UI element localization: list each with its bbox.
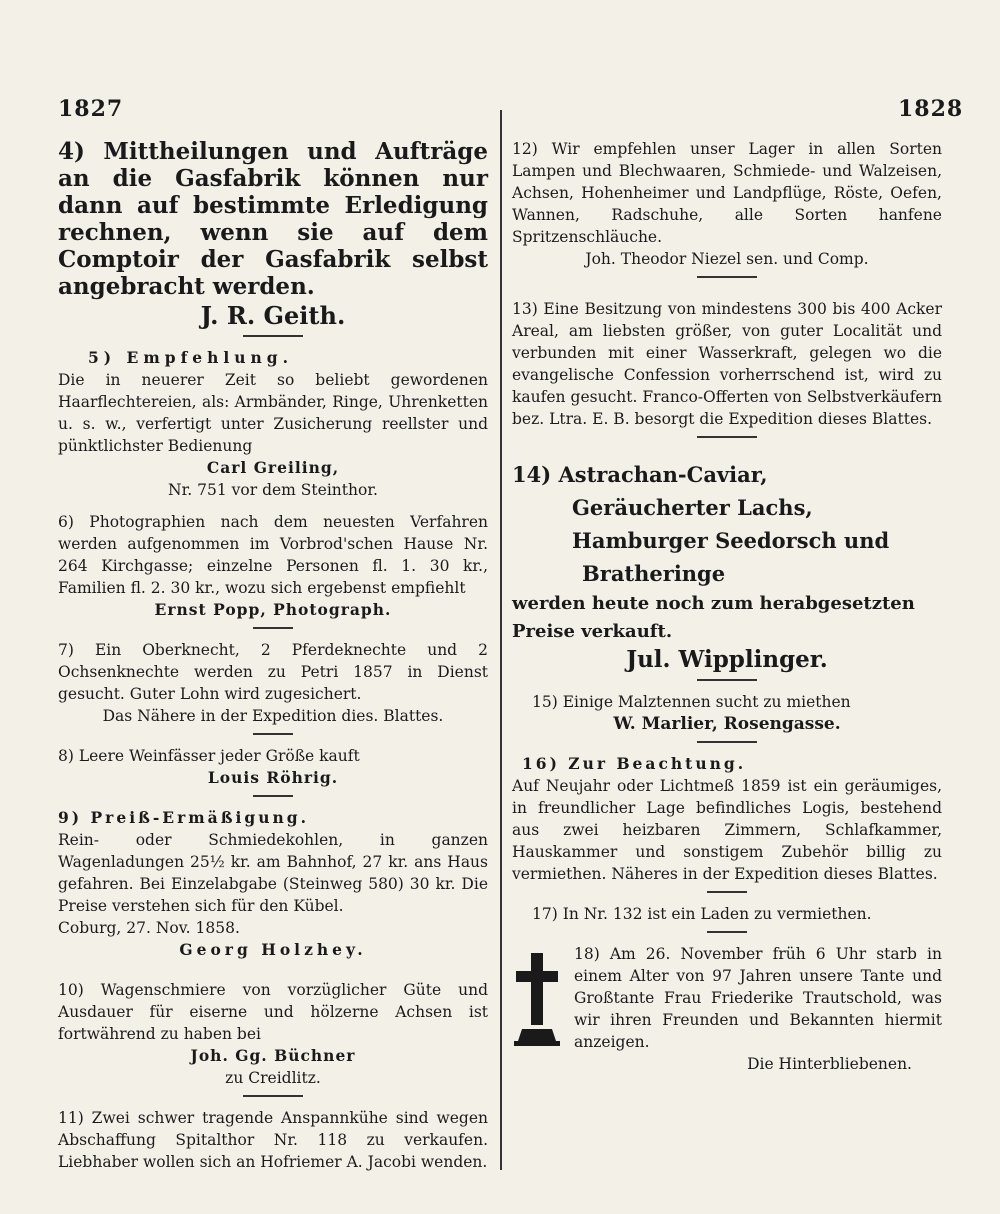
separator [697, 679, 757, 681]
ad-14-line-cod: Hamburger Seedorsch und [572, 528, 890, 553]
ad-14-line-sold: Preise verkauft. [512, 621, 673, 642]
ad-16-heading: 16) Zur Beachtung. [522, 754, 747, 773]
separator [707, 891, 747, 893]
right-column [512, 138, 942, 1075]
ad-5-text: Die in neuerer Zeit so beliebt gewordenen Haarflechtereien, als: Armbänder, Ringe, Uhrenketten u. s. w., verfertigt unter Zusicherung reellster und pünktlichster Bedienung [58, 371, 488, 455]
spacer [512, 448, 942, 458]
page-number-right: 1828 [898, 96, 964, 122]
ad-8-text: 8) Leere Weinfässer jeder Größe kauft [58, 747, 360, 765]
cross-icon [512, 949, 562, 1049]
ad-5 [58, 347, 488, 501]
ad-18 [512, 943, 942, 1075]
separator [697, 436, 757, 438]
ad-12-text: 12) Wir empfehlen unser Lager in allen Sorten Lampen und Blechwaaren, Schmiede- und Walzeisen, Achsen, Hohenheimer und Landpflüge, Röste, Oefen, Wannen, Radschuhe, alle Sorten hanfene Spritzenschläuche. [512, 140, 942, 246]
ad-6-signature: Ernst Popp, Photograph. [154, 600, 392, 619]
ad-11 [58, 1107, 488, 1173]
ad-7 [58, 639, 488, 727]
ad-4-signature: J. R. Geith. [200, 301, 346, 330]
ad-14 [512, 458, 942, 673]
ad-14-line-caviar: 14) Astrachan-Caviar, [512, 462, 768, 487]
ad-10-signature: Joh. Gg. Büchner [190, 1046, 356, 1065]
ad-10-place: zu Creidlitz. [225, 1069, 321, 1087]
ad-9-heading: 9) Preiß-Ermäßigung. [58, 808, 309, 827]
ad-18-text: 18) Am 26. November früh 6 Uhr starb in einem Alter von 97 Jahren unsere Tante und Großtante Frau Friederike Trautschold, was wir ihren Freunden und Bekannten hiermit anzeigen. [574, 945, 942, 1051]
ad-5-heading: 5) Empfehlung. [88, 348, 294, 367]
spacer [58, 501, 488, 511]
ad-12 [512, 138, 942, 270]
ad-18-signature: Die Hinterbliebenen. [747, 1055, 912, 1073]
ad-15-text: 15) Einige Malztennen sucht zu miethen [532, 693, 851, 711]
ad-8 [58, 745, 488, 789]
ad-7-note: Das Nähere in der Expedition dies. Blattes. [102, 707, 444, 725]
ad-17 [512, 903, 942, 925]
ad-9-signature: Georg Holzhey. [179, 940, 367, 959]
ad-5-address: Nr. 751 vor dem Steinthor. [168, 481, 378, 499]
separator [253, 733, 293, 735]
page-number-left: 1827 [58, 96, 124, 122]
ad-13 [512, 298, 942, 430]
ad-15-signature: W. Marlier, Rosengasse. [613, 714, 841, 734]
ad-6-text: 6) Photographien nach dem neuesten Verfahren werden aufgenommen im Vorbrod'schen Hause Nr. 264 Kirchgasse; einzelne Personen fl. 1. 30 kr., Familien fl. 2. 30 kr., wozu sich ergebenst empfiehlt [58, 513, 488, 597]
separator [243, 1095, 303, 1097]
ad-8-signature: Louis Röhrig. [207, 768, 339, 787]
separator [253, 627, 293, 629]
separator [707, 931, 747, 933]
ad-16 [512, 753, 942, 885]
spacer [512, 288, 942, 298]
column-divider [500, 110, 502, 1170]
ad-5-signature: Carl Greiling, [206, 458, 340, 477]
separator [253, 795, 293, 797]
ad-14-signature: Jul. Wipplinger. [626, 646, 828, 673]
spacer [58, 961, 488, 979]
ad-14-line-salmon: Geräucherter Lachs, [572, 495, 813, 520]
separator [697, 276, 757, 278]
ad-15 [512, 691, 942, 735]
separator [697, 741, 757, 743]
ad-9-place-date: Coburg, 27. Nov. 1858. [58, 919, 240, 937]
left-column [58, 138, 488, 1173]
ad-14-line-reduced: werden heute noch zum herabgesetzten [512, 593, 915, 614]
ad-9-text: Rein- oder Schmiedekohlen, in ganzen Wagenladungen 25½ kr. am Bahnhof, 27 kr. ans Haus gefahren. Bei Einzelabgabe (Steinweg 580) 30 kr. Die Preise verstehen sich für den Kübel. [58, 831, 488, 915]
ad-14-line-herring: Bratheringe [582, 561, 726, 586]
ad-9 [58, 807, 488, 961]
ad-13-text: 13) Eine Besitzung von mindestens 300 bis 400 Acker Areal, am liebsten größer, von guter Localität und verbunden mit einer Wasserkraft, gelegen wo die evangelische Confession vorherrschend ist, wird zu kaufen gesucht. Franco-Offerten von Selbstverkäufern bez. Ltra. E. B. besorgt die Expedition dieses Blattes. [512, 300, 942, 428]
ad-10 [58, 979, 488, 1089]
ad-10-text: 10) Wagenschmiere von vorzüglicher Güte und Ausdauer für eiserne und hölzerne Achsen ist fortwährend zu haben bei [58, 981, 488, 1043]
ad-16-text: Auf Neujahr oder Lichtmeß 1859 ist ein geräumiges, in freundlicher Lage befindliches Logis, bestehend aus zwei heizbaren Zimmern, Schlafkammer, Hauskammer und sonstigem Zubehör billig zu vermiethen. Näheres in der Expedition dieses Blattes. [512, 777, 942, 883]
ad-11-text: 11) Zwei schwer tragende Anspannkühe sind wegen Abschaffung Spitalthor Nr. 118 zu verkaufen. Liebhaber wollen sich an Hofriemer A. Jacobi wenden. [58, 1109, 488, 1171]
ad-12-signature: Joh. Theodor Niezel sen. und Comp. [585, 250, 869, 268]
ad-4 [58, 138, 488, 329]
ad-4-text: 4) Mittheilungen und Aufträge an die Gasfabrik können nur dann auf bestimmte Erledigung rechnen, wenn sie auf dem Comptoir der Gasfabrik selbst angebracht werden. [58, 138, 488, 300]
ad-7-text: 7) Ein Oberknecht, 2 Pferdeknechte und 2 Ochsenknechte werden zu Petri 1857 in Dienst gesucht. Guter Lohn wird zugesichert. [58, 641, 488, 703]
separator [243, 335, 303, 337]
ad-6 [58, 511, 488, 621]
ad-17-text: 17) In Nr. 132 ist ein Laden zu vermiethen. [532, 905, 872, 923]
